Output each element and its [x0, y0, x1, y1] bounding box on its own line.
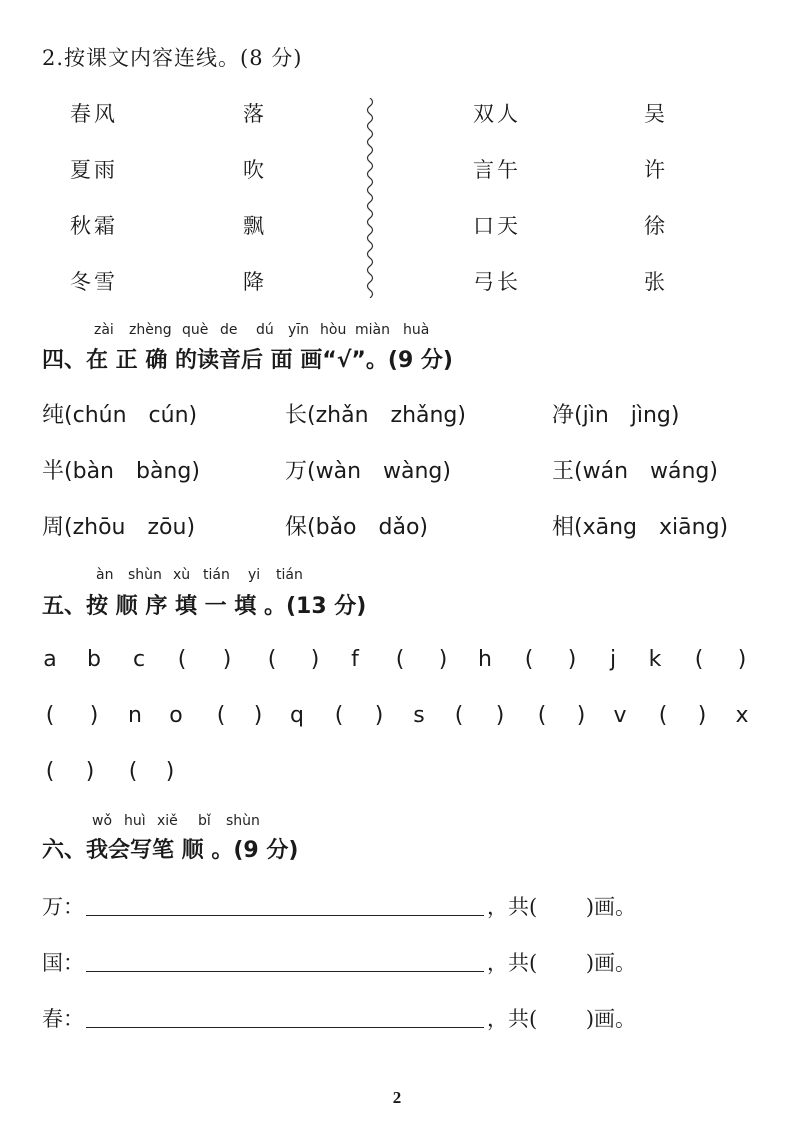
alphabet-slot: q: [290, 703, 304, 728]
stroke-answer-line-2[interactable]: [86, 971, 484, 972]
alphabet-slot: ): [697, 703, 707, 728]
s5-heading: 五、按 顺 序 填 一 填 。(13 分): [42, 594, 367, 619]
s4-pinyin-9: huà: [403, 322, 430, 338]
alphabet-slot: (: [694, 647, 704, 672]
alphabet-slot: (: [454, 703, 464, 728]
match-right-parts-3: 口天: [473, 214, 521, 238]
alphabet-slot: (: [45, 759, 55, 784]
page-number: 2: [392, 1088, 402, 1107]
s4-item-char: 半: [42, 459, 65, 484]
s4-heading: 四、在 正 确 的读音后 面 画“√”。(9 分): [42, 348, 453, 373]
alphabet-slot: (: [524, 647, 534, 672]
match-left-word-2: 夏雨: [70, 158, 118, 182]
s4-item-6: [552, 454, 718, 485]
alphabet-slot: (: [177, 647, 187, 672]
s4-item-3: [552, 398, 679, 429]
match-right-parts-2: 言午: [473, 158, 521, 182]
s4-item-options: (wán wáng): [574, 459, 718, 484]
match-left-word-1: 春风: [70, 102, 118, 126]
s4-item-options: (chún cún): [64, 403, 198, 428]
alphabet-slot: ): [438, 647, 448, 672]
s4-pinyin-7: hòu: [320, 322, 347, 338]
alphabet-slot: s: [413, 703, 425, 728]
match-right-surname-4: 张: [644, 270, 668, 294]
match-left-verb-3: 飘: [243, 214, 267, 238]
alphabet-slot: (: [45, 703, 55, 728]
s4-pinyin-6: yīn: [288, 322, 310, 338]
alphabet-slot: ): [567, 647, 577, 672]
match-left-word-4: 冬雪: [70, 270, 118, 294]
alphabet-slot: (: [334, 703, 344, 728]
s4-item-options: (xāng xiāng): [574, 515, 729, 540]
alphabet-slot: (: [216, 703, 226, 728]
stroke-label-1: 万：: [42, 895, 84, 919]
s6-pinyin-2: huì: [124, 813, 146, 829]
alphabet-slot: ): [576, 703, 586, 728]
alphabet-slot: c: [132, 647, 146, 672]
alphabet-slot: ): [495, 703, 505, 728]
alphabet-slot: (: [537, 703, 547, 728]
match-left-verb-4: 降: [243, 270, 267, 294]
alphabet-slot: ): [165, 759, 175, 784]
s4-pinyin-4: de: [220, 322, 238, 338]
s5-pinyin-3: xù: [173, 567, 191, 583]
wavy-divider: [362, 98, 378, 298]
s4-item-9: [552, 510, 728, 541]
s4-pinyin-5: dú: [256, 322, 274, 338]
match-left-word-3: 秋霜: [70, 214, 118, 238]
alphabet-slot: (: [658, 703, 668, 728]
s6-pinyin-5: shùn: [226, 813, 260, 829]
s4-item-char: 保: [285, 515, 308, 540]
match-right-surname-2: 许: [644, 158, 668, 182]
s4-item-7: [42, 510, 195, 541]
stroke-label-3: 春：: [42, 1007, 84, 1031]
s4-pinyin-2: zhèng: [129, 322, 172, 338]
alphabet-slot: ): [222, 647, 232, 672]
s4-item-char: 长: [285, 403, 308, 428]
stroke-count-1: ，共( )画。: [487, 895, 637, 919]
s6-pinyin-4: bǐ: [198, 813, 211, 829]
s4-item-char: 净: [552, 403, 575, 428]
s4-pinyin-8: miàn: [355, 322, 390, 338]
s4-item-options: (bàn bàng): [64, 459, 200, 484]
s4-pinyin-3: què: [182, 322, 209, 338]
match-right-surname-3: 徐: [644, 214, 668, 238]
q2-title: 2.按课文内容连线。(8 分): [42, 46, 303, 70]
alphabet-slot: ): [737, 647, 747, 672]
alphabet-slot: f: [351, 647, 359, 672]
alphabet-slot: x: [735, 703, 749, 728]
s6-pinyin-1: wǒ: [92, 813, 113, 829]
stroke-answer-line-1[interactable]: [86, 915, 484, 916]
s4-item-options: (zhǎn zhǎng): [307, 403, 466, 428]
stroke-count-3: ，共( )画。: [487, 1007, 637, 1031]
s6-pinyin-3: xiě: [157, 813, 178, 829]
s5-pinyin-1: àn: [96, 567, 114, 583]
s5-pinyin-4: tián: [203, 567, 230, 583]
match-right-parts-4: 弓长: [473, 270, 521, 294]
alphabet-slot: b: [87, 647, 101, 672]
s5-pinyin-5: yi: [248, 567, 261, 583]
alphabet-slot: n: [128, 703, 142, 728]
s5-pinyin-2: shùn: [128, 567, 162, 583]
match-right-parts-1: 双人: [473, 102, 521, 126]
s4-item-char: 周: [42, 515, 65, 540]
s4-pinyin-1: zài: [94, 322, 114, 338]
s5-pinyin-6: tián: [276, 567, 303, 583]
alphabet-slot: (: [267, 647, 277, 672]
s4-item-4: [42, 454, 200, 485]
stroke-label-2: 国：: [42, 951, 84, 975]
s4-item-options: (jìn jìng): [574, 403, 680, 428]
s4-item-1: [42, 398, 197, 429]
s4-item-2: [285, 398, 466, 429]
s4-item-char: 王: [552, 459, 575, 484]
s4-item-char: 纯: [42, 403, 65, 428]
alphabet-slot: ): [85, 759, 95, 784]
match-left-verb-2: 吹: [243, 158, 267, 182]
s4-item-8: [285, 510, 428, 541]
alphabet-slot: v: [613, 703, 627, 728]
alphabet-slot: a: [43, 647, 57, 672]
alphabet-slot: h: [478, 647, 492, 672]
alphabet-slot: j: [609, 647, 617, 672]
alphabet-slot: (: [395, 647, 405, 672]
s4-item-options: (wàn wàng): [307, 459, 451, 484]
s4-item-options: (bǎo dǎo): [307, 515, 428, 540]
alphabet-slot: ): [89, 703, 99, 728]
match-left-verb-1: 落: [243, 102, 267, 126]
alphabet-slot: k: [648, 647, 662, 672]
alphabet-slot: ): [374, 703, 384, 728]
s4-item-options: (zhōu zōu): [64, 515, 196, 540]
s4-item-char: 相: [552, 515, 575, 540]
s4-item-char: 万: [285, 459, 308, 484]
alphabet-slot: (: [128, 759, 138, 784]
s4-item-5: [285, 454, 451, 485]
alphabet-slot: o: [169, 703, 183, 728]
match-right-surname-1: 吴: [644, 102, 668, 126]
stroke-count-2: ，共( )画。: [487, 951, 637, 975]
alphabet-slot: ): [310, 647, 320, 672]
alphabet-slot: ): [253, 703, 263, 728]
stroke-answer-line-3[interactable]: [86, 1027, 484, 1028]
s6-heading: 六、我会写笔 顺 。(9 分): [42, 838, 299, 863]
